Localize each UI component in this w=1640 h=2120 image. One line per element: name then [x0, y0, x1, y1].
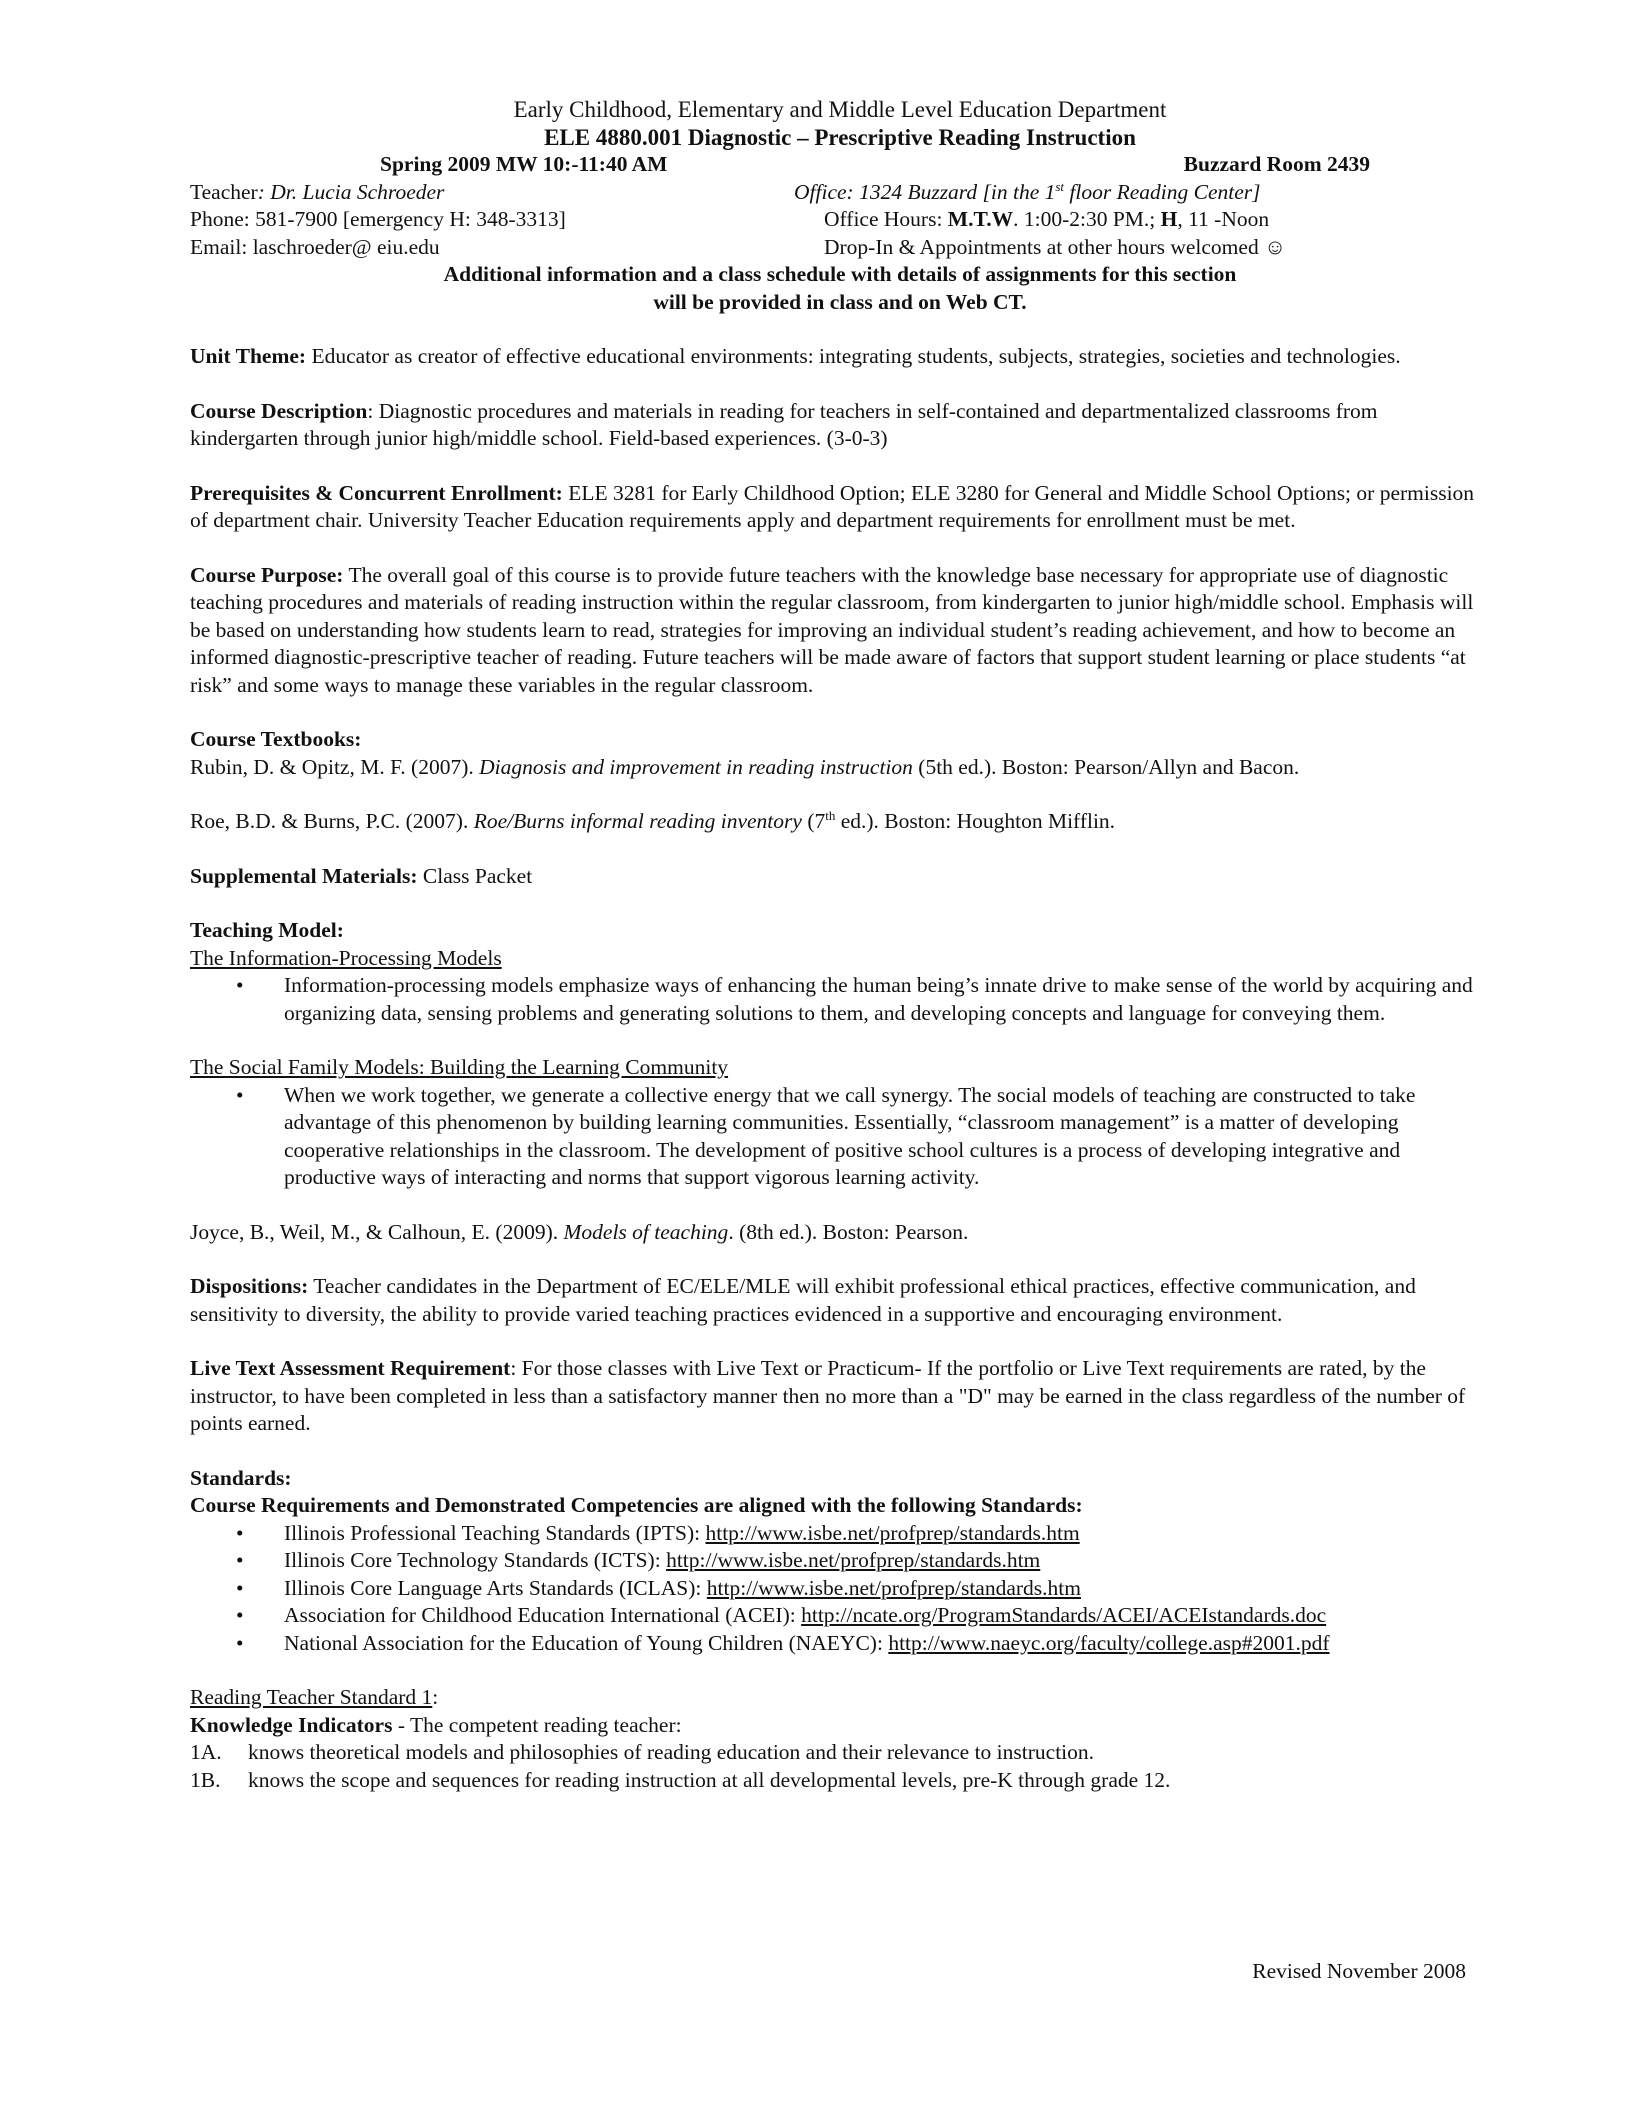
list-item: • National Association for the Education of Young Children (NAEYC): http://www.naeyc.org/faculty/college.asp#2001.pdf: [190, 1630, 1490, 1658]
notice-line-1: Additional information and a class schedule with details of assignments for this section: [443, 262, 1237, 286]
indicator-1a: 1A. knows theoretical models and philosophies of reading education and their relevance to instruction.: [190, 1740, 1095, 1764]
list-item: • When we work together, we generate a collective energy that we call synergy. The social models of teaching are constructed to take advantage of this phenomenon by building learning communities. Essentially, “classroom management” is a matter of developing cooperative relationships in the classroom. The development of positive school cultures is a process of developing integrative and productive ways of interacting and norms that support vigorous learning activity.: [190, 1082, 1490, 1192]
revised-date: Revised November 2008: [1252, 1959, 1466, 1983]
joyce-reference: Joyce, B., Weil, M., & Calhoun, E. (2009). Models of teaching. (8th ed.). Boston: Pearson.: [190, 1219, 969, 1244]
email: Email: laschroeder@ eiu.edu: [190, 234, 440, 259]
dropin-note: Drop-In & Appointments at other hours welcomed ☺: [824, 234, 1287, 259]
course-description: Course Description: Diagnostic procedures and materials in reading for teachers in self-contained and departmentalized classrooms from kindergarten through junior high/middle school. Field-based experiences. (3-0-3): [190, 398, 1378, 450]
dispositions: Dispositions: Teacher candidates in the Department of EC/ELE/MLE will exhibit professional ethical practices, effective communication, and sensitivity to diversity, the ability to provide varied teaching practices evidenced in a supportive and encouraging environment.: [190, 1274, 1416, 1326]
model-2-title: The Social Family Models: Building the Learning Community: [190, 1055, 729, 1079]
standard-link[interactable]: http://www.naeyc.org/faculty/college.asp#2001.pdf: [888, 1630, 1330, 1655]
knowledge-indicators: Knowledge Indicators - The competent reading teacher:: [190, 1712, 682, 1737]
supplemental-materials: Supplemental Materials: Class Packet: [190, 863, 533, 888]
course-title: ELE 4880.001 Diagnostic – Prescriptive Reading Instruction: [544, 124, 1136, 150]
standards-subheading: Course Requirements and Demonstrated Competencies are aligned with the following Standards:: [190, 1493, 1083, 1517]
list-item: • Association for Childhood Education International (ACEI): http://ncate.org/ProgramStandards/ACEI/ACEIstandards.doc: [190, 1602, 1490, 1630]
standards-list: [190, 1520, 1490, 1658]
unit-theme: Unit Theme: Educator as creator of effective educational environments: integrating students, subjects, strategies, societies and technologies.: [190, 344, 1401, 368]
prerequisites: Prerequisites & Concurrent Enrollment: ELE 3281 for Early Childhood Option; ELE 3280 for General and Middle School Options; or permission of department chair. University Teacher Education requirements apply and department requirements for enrollment must be met.: [190, 480, 1475, 532]
list-item: • Illinois Core Technology Standards (ICTS): http://www.isbe.net/profprep/standards.htm: [190, 1547, 1490, 1575]
standard-link[interactable]: http://www.isbe.net/profprep/standards.htm: [706, 1575, 1081, 1600]
teaching-model-heading: Teaching Model:: [190, 918, 344, 942]
textbook-2: Roe, B.D. & Burns, P.C. (2007). Roe/Burns informal reading inventory (7th ed.). Boston: Houghton Mifflin.: [190, 807, 1116, 833]
list-item: • Illinois Core Language Arts Standards (ICLAS): http://www.isbe.net/profprep/standards.htm: [190, 1575, 1490, 1603]
standards-heading: Standards:: [190, 1465, 292, 1490]
email-row: [190, 234, 1490, 262]
teacher-label: Teacher: [190, 179, 258, 204]
teacher-row: [190, 179, 1490, 207]
livetext-requirement: Live Text Assessment Requirement: For those classes with Live Text or Practicum- If the portfolio or Live Text requirements are rated, by the instructor, to have been completed in less than a satisfactory manner then no more than a "D" may be earned in the class regardless of the number of points earned.: [190, 1356, 1466, 1435]
phone-row: [190, 206, 1490, 234]
department-name: Early Childhood, Elementary and Middle Level Education Department: [513, 97, 1167, 122]
office-hours: Office Hours: M.T.W. 1:00-2:30 PM.; H, 11 -Noon: [824, 207, 1270, 231]
term-time: Spring 2009 MW 10:-11:40 AM: [380, 152, 668, 176]
indicator-1b: 1B. knows the scope and sequences for reading instruction at all developmental levels, pre-K through grade 12.: [190, 1767, 1171, 1792]
model-1-title: The Information-Processing Models: [190, 945, 502, 970]
reading-teacher-standard: Reading Teacher Standard 1:: [190, 1685, 439, 1709]
standard-link[interactable]: http://www.isbe.net/profprep/standards.htm: [705, 1520, 1080, 1545]
phone: Phone: 581-7900 [emergency H: 348-3313]: [190, 207, 566, 231]
textbooks-heading: Course Textbooks:: [190, 727, 362, 751]
textbook-1: Rubin, D. & Opitz, M. F. (2007). Diagnosis and improvement in reading instruction (5th ed.). Boston: Pearson/Allyn and Bacon.: [190, 754, 1300, 779]
standard-link[interactable]: http://www.isbe.net/profprep/standards.htm: [666, 1548, 1041, 1572]
notice-line-2: will be provided in class and on Web CT.: [653, 289, 1027, 314]
course-purpose: Course Purpose: The overall goal of this course is to provide future teachers with the knowledge base necessary for appropriate use of diagnostic teaching procedures and materials of reading instruction within the regular classroom, from kindergarten to junior high/middle school. Emphasis will be based on understanding how students learn to read, strategies for improving an individual student’s reading achievement, and how to become an informed diagnostic-prescriptive teacher of reading. Future teachers will be made aware of factors that support student learning or place students “at risk” and some ways to manage these variables in the regular classroom.: [190, 562, 1474, 697]
office-location: Office: 1324 Buzzard [in the 1st floor Reading Center]: [794, 178, 1261, 204]
term-row: [190, 151, 1490, 179]
model-1-list: [190, 972, 1490, 1027]
teacher-name: : Dr. Lucia Schroeder: [257, 179, 445, 204]
list-item: • Information-processing models emphasize ways of enhancing the human being’s innate drive to make sense of the world by acquiring and organizing data, sensing problems and generating solutions to them, and developing concepts and language for conveying them.: [190, 972, 1490, 1027]
room: Buzzard Room 2439: [1183, 152, 1370, 176]
list-item: • Illinois Professional Teaching Standards (IPTS): http://www.isbe.net/profprep/standards.htm: [190, 1520, 1490, 1548]
model-2-list: [190, 1082, 1490, 1192]
standard-link[interactable]: http://ncate.org/ProgramStandards/ACEI/ACEIstandards.doc: [801, 1603, 1327, 1627]
